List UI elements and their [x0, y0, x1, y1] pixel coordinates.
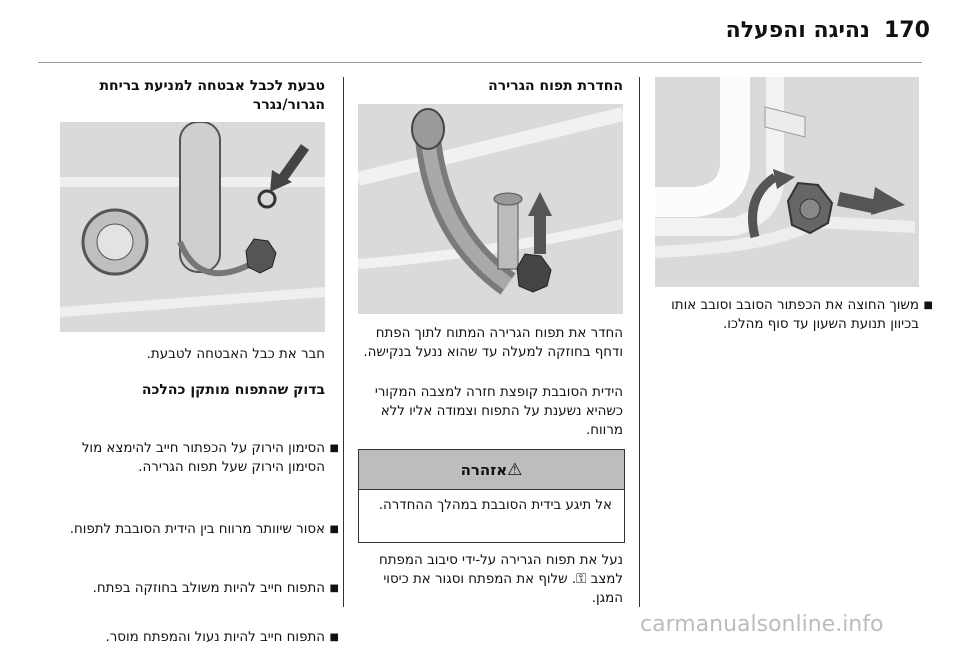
check-bullet-2: ■ אסור שיוותר מרווח בין הידית הסובבת לתפוח.: [60, 520, 339, 539]
watermark: carmanualsonline.info: [640, 612, 884, 637]
warning-icon: ⚠: [507, 459, 523, 480]
check-heading: בדוק שהתפוח מותקן כהלכה: [141, 382, 325, 398]
warning-label: אזהרה: [460, 460, 508, 479]
check-bullet-3: ■ התפוח חייב להיות משולב בחוזקה בפתח.: [60, 579, 339, 598]
safety-ring-figure: [60, 122, 325, 332]
left-caption: חבר את כבל האבטחה לטבעת.: [146, 347, 325, 362]
warning-header: [359, 450, 624, 490]
page-number: 170: [884, 18, 930, 43]
hitch-ball-figure: [358, 104, 623, 314]
column-divider-left: [343, 77, 344, 607]
middle-heading: החדרת תפוח הגרירה: [488, 78, 623, 94]
column-divider-right: [639, 77, 640, 607]
left-heading: טבעת לכבל אבטחה למניעת בריחת הגרור/נגרר: [99, 78, 325, 113]
right-bullet: ■ משוך החוצה את הכפתור הסובב וסובב אותו בכיוון תנועת השעון עד סוף מהלכו.: [655, 296, 933, 334]
page-title: נהיגה והפעלה: [725, 18, 870, 43]
header-divider: [38, 62, 922, 63]
middle-paragraph-1: החדר את תפוח הגרירה המתוח לתוך הפתח ודחף בחוזקה למעלה עד שהוא ננעל בנקישה.: [363, 326, 623, 360]
middle-paragraph-2: הידית הסובבת קופצת חזרה למצבה המקורי כשהיא נשענת על התפוח וצמודה אליו ללא מרווח.: [374, 385, 623, 438]
knob-figure: [655, 77, 919, 287]
warning-text: אל תיגע בידית הסובבת במהלך ההחדרה.: [378, 498, 612, 513]
warning-box: [358, 449, 625, 543]
check-bullet-1: ■ הסימון הירוק על הכפתור חייב להימצא מול הסימון הירוק שעל תפוח הגרירה.: [60, 439, 339, 477]
check-bullet-4: ■ התפוח חייב להיות נעול והמפתח מוסר.: [60, 628, 339, 647]
middle-paragraph-3: נעל את תפוח הגרירה על-ידי סיבוב המפתח למצב ⚿. שלוף את המפתח וסגור את כיסוי המגן.: [378, 553, 623, 606]
